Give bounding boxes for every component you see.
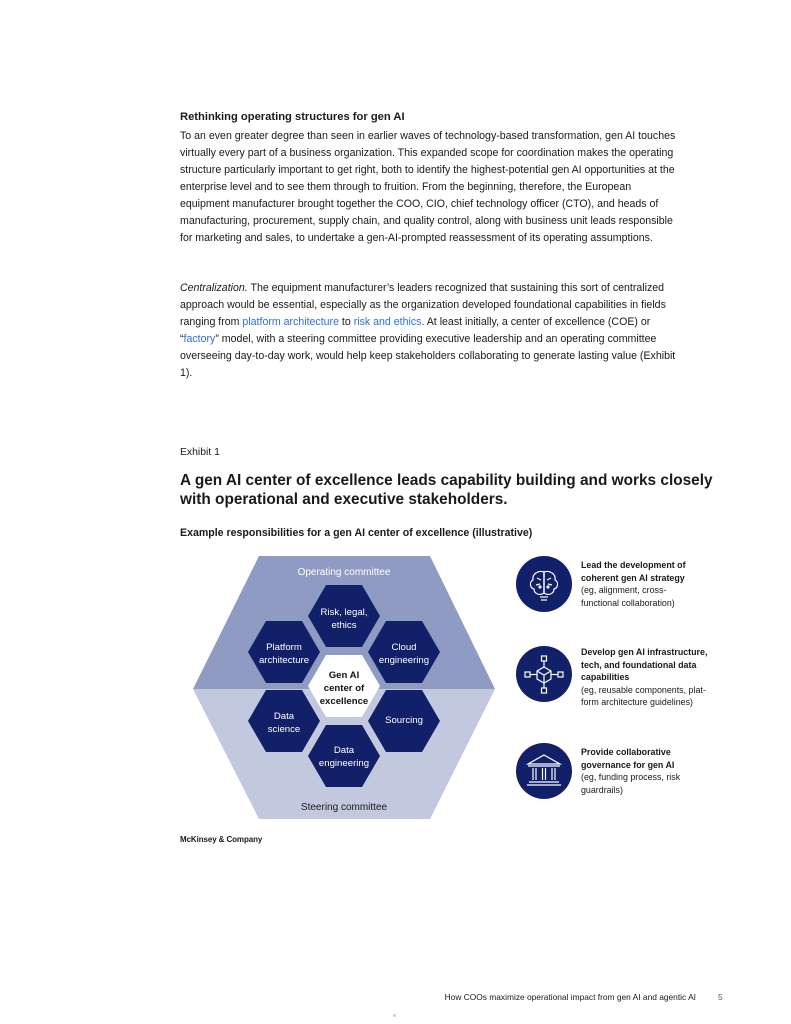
source-credit: McKinsey & Company xyxy=(180,835,263,844)
responsibility-detail: (eg, reusable components, plat- xyxy=(581,684,706,695)
link-platform-architecture[interactable]: platform architecture xyxy=(242,316,339,328)
responsibility-heading: tech, and foundational data xyxy=(581,659,697,670)
link-factory[interactable]: factory xyxy=(183,333,216,345)
responsibility-heading: capabilities xyxy=(581,672,630,683)
hex-label: Cloud xyxy=(391,642,417,653)
hex-label: engineering xyxy=(378,655,430,666)
hex-label: Platform xyxy=(266,642,302,653)
hex-label: engineering xyxy=(318,758,370,769)
hex-label: Sourcing xyxy=(385,715,423,726)
centralization-lead: Centralization. xyxy=(180,282,248,294)
center-label: excellence xyxy=(319,696,369,707)
responsibility-detail: functional collaboration) xyxy=(581,597,675,608)
paragraph-centralization xyxy=(180,280,680,382)
responsibility-heading: governance for gen AI xyxy=(581,759,675,770)
paragraph-text-part: to xyxy=(338,316,354,328)
hex-label: Data xyxy=(333,745,355,756)
responsibility-heading: Lead the development of xyxy=(581,560,686,570)
section-title: Rethinking operating structures for gen AI xyxy=(180,111,405,123)
link-risk-and-ethics[interactable]: risk and ethics xyxy=(353,316,422,328)
responsibility-detail: (eg, alignment, cross- xyxy=(581,585,667,596)
paragraph-text-part: ” model, with a steering committee providing executive leadership and an operating committee overseeing day-to-day work, would help keep stakeholders collaborating to generate lasting value (Exhibit 1). xyxy=(180,333,676,379)
paragraph-text xyxy=(180,280,680,382)
responsibility-detail: guardrails) xyxy=(581,784,623,795)
responsibility-heading: Provide collaborative xyxy=(581,747,671,757)
center-label: center of xyxy=(323,683,365,694)
exhibit-label: Exhibit 1 xyxy=(180,447,220,458)
page-marker-dot xyxy=(393,1014,396,1017)
hex-label: Data xyxy=(273,711,295,722)
exhibit-title: A gen AI center of excellence leads capability building and works closely with operational and executive stakeholders. xyxy=(180,472,713,508)
responsibility-heading: coherent gen AI strategy xyxy=(581,572,685,583)
operating-committee-label: Operating committee xyxy=(297,567,391,578)
responsibility-strategy xyxy=(581,559,721,609)
paragraph-text: To an even greater degree than seen in earlier waves of technology-based transformation, gen AI touches virtually every part of a business organization. This expanded scope for coordination makes the operating structure particularly important to get right, both to identify the highest-potential gen AI opportunities at the enterprise level and to see them through to fruition. From the beginning, therefore, the European equipment manufacturer brought together the COO, CIO, chief technology officer (CTO), and heads of manufacturing, procurement, supply chain, and quality control, along with business unit leads responsible for marketing and sales, to undertake a gen-AI-prompted reassessment of its operating assumptions. xyxy=(180,130,676,244)
hex-label: science xyxy=(267,724,301,735)
paragraph-operating-structures xyxy=(180,128,680,247)
paragraph-text-part: . At least initially, a center of excellence (COE) or “ xyxy=(180,316,651,345)
footer-title: How COOs maximize operational impact from gen AI and agentic AI xyxy=(444,992,696,1002)
responsibility-infrastructure xyxy=(581,646,721,709)
coe-hexagon-diagram xyxy=(190,553,500,823)
hex-label: ethics xyxy=(331,620,357,631)
responsibility-governance xyxy=(581,746,721,796)
responsibility-heading: Develop gen AI infrastructure, xyxy=(581,647,708,657)
hex-label: architecture xyxy=(258,655,310,666)
exhibit-subtitle: Example responsibilities for a gen AI center of excellence (illustrative) xyxy=(180,527,533,539)
responsibility-detail: (eg, funding process, risk xyxy=(581,772,681,783)
institution-icon xyxy=(516,743,572,799)
page-number: 5 xyxy=(718,992,723,1002)
brain-icon xyxy=(516,556,572,612)
responsibility-detail: form architecture guidelines) xyxy=(581,697,693,708)
paragraph-text-part: The equipment manufacturer’s leaders recognized that sustaining this sort of centralized approach would be essential, especially as the organization developed foundational capabilities in fields ranging from xyxy=(180,282,666,328)
steering-committee-label: Steering committee xyxy=(300,802,388,813)
center-label: Gen AI xyxy=(328,670,360,681)
network-cube-icon xyxy=(516,646,572,702)
hex-label: Risk, legal, xyxy=(320,607,368,618)
